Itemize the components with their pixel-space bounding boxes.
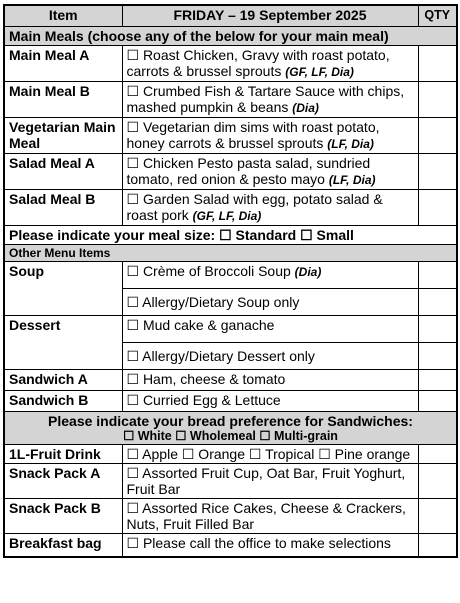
menu-row-main-meal-a — [4, 46, 457, 82]
option-text: ☐ Chicken Pesto pasta salad, sundried tomato, red onion & pesto mayo — [126, 155, 371, 187]
row-label: Breakfast bag — [4, 534, 122, 558]
diet-tags: (Dia) — [292, 101, 319, 115]
menu-row-salad-a — [4, 154, 457, 190]
qty-cell[interactable] — [418, 289, 457, 316]
snack-pack-b-option[interactable]: ☐ Assorted Rice Cakes, Cheese & Crackers, Nuts, Fruit Filled Bar — [122, 499, 418, 534]
meal-option-main-meal-b[interactable] — [122, 82, 418, 118]
row-label: Snack Pack B — [4, 499, 122, 534]
breakfast-bag-option[interactable]: ☐ Please call the office to make selections — [122, 534, 418, 558]
menu-row-vegetarian — [4, 118, 457, 154]
diet-tags: (Dia) — [294, 265, 322, 279]
other-items-heading: Other Menu Items — [4, 245, 457, 262]
menu-row-dessert — [4, 316, 457, 343]
menu-row-breakfast-bag — [4, 534, 457, 558]
fruit-drink-option[interactable]: ☐ Apple ☐ Orange ☐ Tropical ☐ Pine orange — [122, 445, 418, 464]
snack-pack-a-option[interactable]: ☐ Assorted Fruit Cup, Oat Bar, Fruit Yoghurt, Fruit Bar — [122, 464, 418, 499]
menu-row-sandwich-a — [4, 370, 457, 391]
meal-size-selector[interactable]: Please indicate your meal size: ☐ Standard ☐ Small — [4, 226, 457, 245]
menu-sheet — [3, 4, 456, 558]
option-text: ☐ Crumbed Fish & Tartare Sauce with chips, mashed pumpkin & beans — [126, 83, 405, 115]
meal-option-salad-b[interactable] — [122, 190, 418, 226]
qty-cell[interactable] — [418, 118, 457, 154]
menu-table — [3, 4, 458, 558]
qty-cell[interactable] — [418, 316, 457, 343]
diet-tags: (LF, Dia) — [327, 137, 374, 151]
dessert-option-mud-cake[interactable]: ☐ Mud cake & ganache — [122, 316, 418, 343]
diet-tags: (GF, LF, Dia) — [285, 65, 354, 79]
menu-row-sandwich-b — [4, 391, 457, 412]
row-label: Sandwich B — [4, 391, 122, 412]
diet-tags: (LF, Dia) — [328, 173, 376, 187]
bread-heading-row — [4, 412, 457, 445]
row-label: Salad Meal B — [4, 190, 122, 226]
qty-cell[interactable] — [418, 499, 457, 534]
qty-cell[interactable] — [418, 343, 457, 370]
header-row — [4, 5, 457, 27]
sandwich-option-b[interactable]: ☐ Curried Egg & Lettuce — [122, 391, 418, 412]
bread-options: ☐ White ☐ Wholemeal ☐ Multi-grain — [123, 429, 338, 443]
row-label: 1L-Fruit Drink — [4, 445, 122, 464]
row-label: Dessert — [4, 316, 122, 370]
qty-cell[interactable] — [418, 464, 457, 499]
bread-preference[interactable] — [4, 412, 457, 445]
menu-row-main-meal-b — [4, 82, 457, 118]
other-items-heading-row — [4, 245, 457, 262]
date-column-header: FRIDAY – 19 September 2025 — [122, 5, 418, 27]
qty-column-header: QTY — [418, 5, 457, 27]
option-text: ☐ Garden Salad with egg, potato salad & roast pork — [126, 191, 383, 223]
diet-tags: (GF, LF, Dia) — [192, 209, 262, 223]
qty-cell[interactable] — [418, 190, 457, 226]
main-meals-heading-row — [4, 27, 457, 46]
option-text: ☐ Crème of Broccoli Soup — [126, 263, 291, 279]
menu-row-snack-b — [4, 499, 457, 534]
sandwich-option-a[interactable]: ☐ Ham, cheese & tomato — [122, 370, 418, 391]
qty-cell[interactable] — [418, 370, 457, 391]
meal-option-vegetarian[interactable] — [122, 118, 418, 154]
qty-cell[interactable] — [418, 82, 457, 118]
row-label: Snack Pack A — [4, 464, 122, 499]
row-label: Vegetarian Main Meal — [4, 118, 122, 154]
qty-cell[interactable] — [418, 262, 457, 289]
qty-cell[interactable] — [418, 46, 457, 82]
menu-row-salad-b — [4, 190, 457, 226]
meal-option-main-meal-a[interactable] — [122, 46, 418, 82]
bread-heading: Please indicate your bread preference for Sandwiches: — [48, 413, 413, 429]
soup-option-broccoli[interactable] — [122, 262, 418, 289]
row-label: Main Meal B — [4, 82, 122, 118]
dessert-option-dietary[interactable]: ☐ Allergy/Dietary Dessert only — [122, 343, 418, 370]
option-text: ☐ Roast Chicken, Gravy with roast potato, carrots & brussel sprouts — [126, 47, 390, 79]
item-column-header: Item — [4, 5, 122, 27]
meal-option-salad-a[interactable] — [122, 154, 418, 190]
qty-cell[interactable] — [418, 154, 457, 190]
meal-size-row — [4, 226, 457, 245]
menu-row-fruit-drink — [4, 445, 457, 464]
row-label: Main Meal A — [4, 46, 122, 82]
menu-row-soup — [4, 262, 457, 289]
option-text: ☐ Vegetarian dim sims with roast potato, honey carrots & brussel sprouts — [126, 119, 380, 151]
row-label: Soup — [4, 262, 122, 316]
row-label: Sandwich A — [4, 370, 122, 391]
main-meals-heading: Main Meals (choose any of the below for your main meal) — [4, 27, 457, 46]
row-label: Salad Meal A — [4, 154, 122, 190]
menu-row-snack-a — [4, 464, 457, 499]
soup-option-dietary[interactable]: ☐ Allergy/Dietary Soup only — [122, 289, 418, 316]
qty-cell[interactable] — [418, 445, 457, 464]
qty-cell[interactable] — [418, 534, 457, 558]
qty-cell[interactable] — [418, 391, 457, 412]
